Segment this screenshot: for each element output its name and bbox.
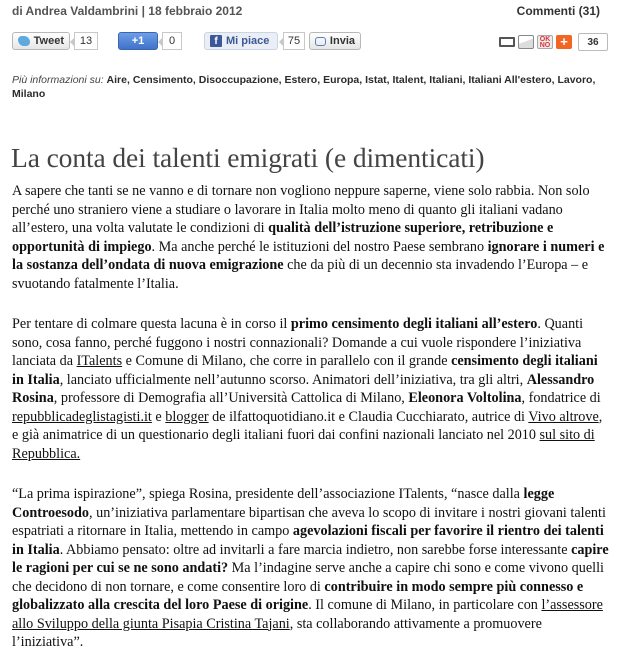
text-run: che da più di un decennio sta invadendo l’Europa – e svuotando fatalmente l’Italia. <box>12 257 589 292</box>
tag-link[interactable]: Estero, <box>284 74 321 86</box>
bold-run: legge Controesodo <box>12 486 555 521</box>
tag-link[interactable]: Disoccupazione, <box>198 74 282 86</box>
text-run: , e già animatrice di un questionario degli italiani fuori dai confini nazionali lanciato nel 2010 <box>12 408 603 443</box>
share-plus-icon[interactable]: + <box>556 35 572 49</box>
twitter-bird-icon <box>18 36 30 46</box>
bold-run: qualità dell’istruzione superiore, retribuzione e opportunità di impiego <box>12 220 554 255</box>
social-bar <box>12 30 608 56</box>
tag-link[interactable]: Lavoro, <box>557 74 596 86</box>
text-run: “La prima ispirazione”, spiega Rosina, presidente dell’associazione ITalents, “nasce dalla <box>12 486 524 502</box>
share-count: 36 <box>578 33 608 51</box>
vivo-altrove-link[interactable]: Vivo altrove <box>528 408 599 425</box>
facebook-like-label: Mi piace <box>226 35 270 47</box>
tag-link[interactable]: Italiani All'estero, <box>468 74 555 86</box>
email-icon[interactable] <box>518 35 534 49</box>
bold-run: ignorare i numeri e la sostanza dell’ondata di nuova emigrazione <box>12 238 605 273</box>
article-paragraph <box>12 485 612 652</box>
tweet-button[interactable] <box>12 32 70 50</box>
tweet-count: 13 <box>74 32 98 50</box>
text-run: e Comune di Milano, che corre in parallelo con il grande <box>122 353 452 369</box>
bold-run: Eleonora Voltolina <box>408 390 522 406</box>
repubblicadeglistagisti-link[interactable]: repubblicadeglistagisti.it <box>12 408 152 425</box>
facebook-like-count: 75 <box>283 32 305 50</box>
gplus-count: 0 <box>162 32 182 50</box>
tag-link[interactable]: Istat, <box>365 74 390 86</box>
text-run: de ilfattoquotidiano.it e Claudia Cucchiarato, autrice di <box>208 408 529 425</box>
tag-list <box>12 73 602 101</box>
article-meta <box>12 4 608 20</box>
tag-link[interactable]: Europa, <box>323 74 363 86</box>
text-run: , fondatrice di <box>521 390 601 406</box>
text-run: . Ma anche perché le istituzioni del nostro Paese sembrano <box>151 238 488 255</box>
tag-link[interactable]: Italiani, <box>429 74 466 86</box>
blogger-link[interactable]: blogger <box>165 408 209 425</box>
tweet-label: Tweet <box>33 35 64 47</box>
ok-no-vote-icon[interactable]: OK NO <box>537 35 553 49</box>
invia-label: Invia <box>329 35 355 47</box>
text-run: , un’iniziativa parlamentare bipartisan che aveva lo scopo di invitare i nostri giovani talenti espatriati a ritornare in Italia, mettendo in campo <box>12 504 606 539</box>
text-run: . Quanti sono, cosa fanno, perché fuggono i nostri connazionali? Domande a cui vuole rispondere l’iniziativa lanciata da <box>12 316 584 369</box>
text-run: , professore di Demografia all’Università Cattolica di Milano, <box>53 390 409 406</box>
text-run: e <box>151 408 166 425</box>
text-run: , lanciato ufficialmente nell’autunno scorso. Animatori dell’iniziativa, tra gli altri, <box>59 371 527 388</box>
bold-run: primo censimento degli italiani all’estero <box>290 316 538 332</box>
tag-link[interactable]: Censimento, <box>132 74 196 86</box>
facebook-icon: f <box>210 35 222 47</box>
repubblica-site-link[interactable]: sul sito di Repubblica. <box>12 427 595 462</box>
bold-run: capire le ragioni per cui se ne sono andati? <box>12 541 609 576</box>
text-run: A sapere che tanti se ne vanno e di tornare non vogliono neppure saperne, viene solo rabbia. Non solo perché uno straniero viene a studiare o lavorare in Italia molto meno di quanto gli italiani vadano all’estero, una volta valutate le condizioni di <box>12 183 590 236</box>
google-plus-one-button[interactable]: +1 <box>118 32 158 50</box>
tag-link[interactable]: Italent, <box>392 74 427 86</box>
article-tools <box>496 30 608 54</box>
print-icon[interactable] <box>499 37 515 47</box>
article-paragraph <box>12 182 612 293</box>
tag-link[interactable]: Milano <box>12 88 46 100</box>
text-run: Ma l’indagine serve anche a capire chi sono e come vivono quelli che decidono di non tornare, e come consentire loro di <box>12 560 604 595</box>
italents-link[interactable]: ITalents <box>76 353 123 369</box>
bold-run: Alessandro Rosina <box>12 371 595 406</box>
speech-bubble-icon <box>315 37 326 46</box>
facebook-like-button[interactable] <box>204 32 278 50</box>
text-run: . Abbiamo pensato: oltre ad invitarli a fare marcia indietro, non sarebbe forse interessante <box>59 541 572 558</box>
article-body <box>12 182 612 652</box>
text-run: . Il comune di Milano, in particolare con <box>308 597 542 613</box>
bold-run: censimento degli italiani in Italia <box>12 353 598 388</box>
bold-run: agevolazioni fiscali per favorire il rientro dei talenti in Italia <box>12 523 604 558</box>
article-title: La conta dei talenti emigrati (e dimenticati) <box>11 142 485 173</box>
text-run: , sta collaborando attivamente a promuovere l’iniziativa”. <box>12 615 542 650</box>
assessore-link[interactable]: l’assessore allo Sviluppo della giunta Pisapia Cristina Tajani <box>12 597 603 632</box>
article-paragraph <box>12 315 612 463</box>
text-run: Per tentare di colmare questa lacuna è in corso il <box>12 316 291 332</box>
invia-button[interactable] <box>309 32 361 50</box>
bold-run: contribuire in modo sempre più connesso e globalizzato alla crescita del loro Paese di origine <box>12 578 584 613</box>
byline: di Andrea Valdambrini | 18 febbraio 2012 <box>12 4 243 18</box>
comments-link[interactable]: Commenti (31) <box>516 4 600 18</box>
tag-link[interactable]: Aire, <box>106 74 130 86</box>
tag-list-label: Più informazioni su: <box>12 74 104 86</box>
